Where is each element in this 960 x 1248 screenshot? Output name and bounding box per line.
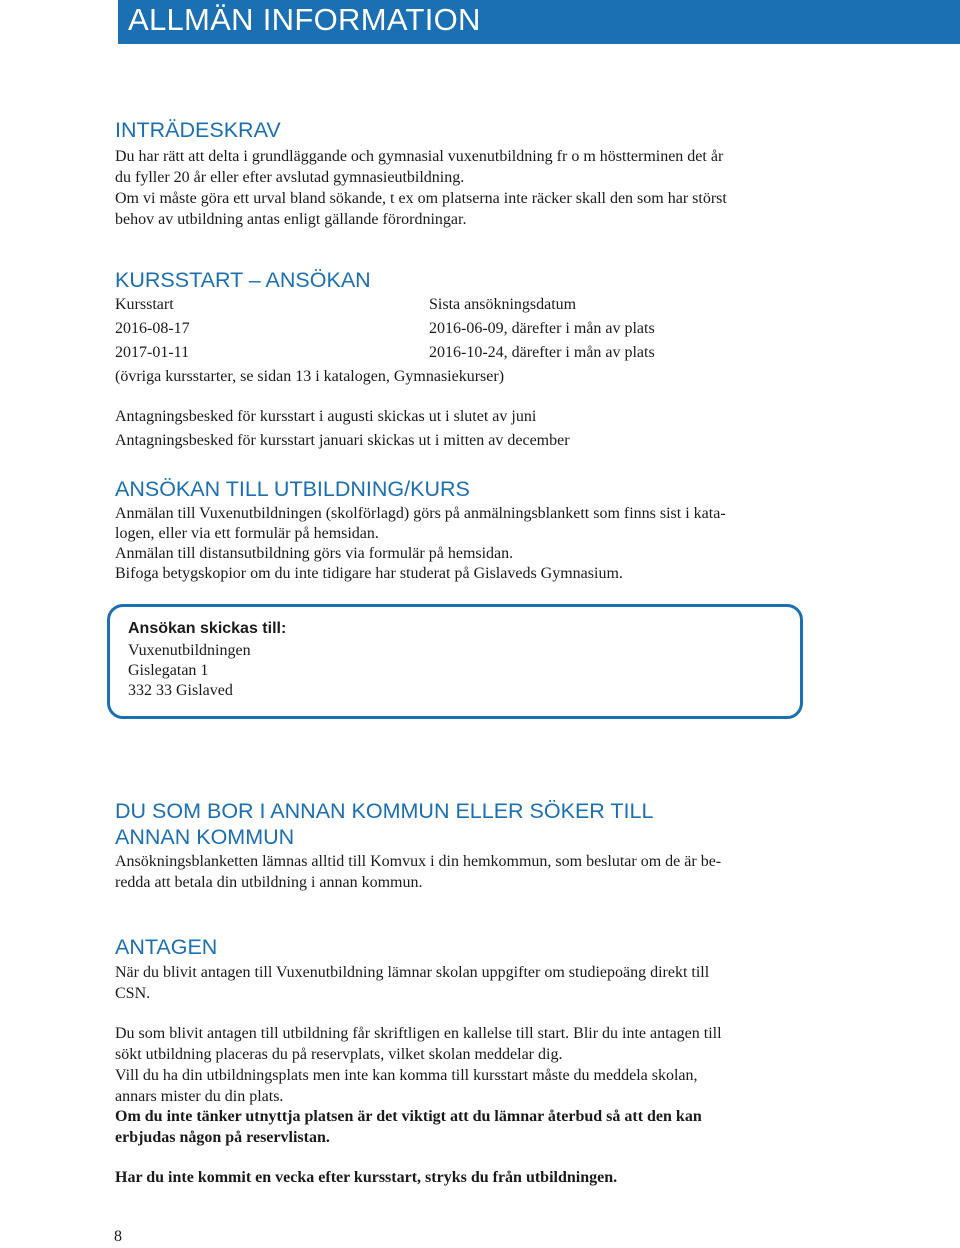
bold-notice-line: Om du inte tänker utnyttja platsen är det viktigt att du lämnar återbud så att den kan [115,1108,702,1125]
deadline-date: 2016-10-24, därefter i mån av plats [429,344,655,361]
col-header-kursstart: Kursstart [115,296,174,313]
besked-line: Antagningsbesked för kursstart i augusti skickas ut i slutet av juni [115,408,537,425]
page-number: 8 [114,1228,122,1245]
paragraph-line: logen, eller via ett formulär på hemsidan. [115,525,379,542]
address-line: 332 33 Gislaved [128,682,233,699]
deadline-date: 2016-06-09, därefter i mån av plats [429,320,655,337]
bold-notice-line: erbjudas någon på reservlistan. [115,1129,330,1146]
heading-kommun: DU SOM BOR I ANNAN KOMMUN ELLER SÖKER TILL [115,799,654,823]
paragraph-line: annars mister du din plats. [115,1088,284,1105]
besked-line: Antagningsbesked för kursstart januari skickas ut i mitten av december [115,432,570,449]
paragraph-line: Du har rätt att delta i grundläggande och gymnasial vuxenutbildning fr o m höstterminen det år [115,148,724,165]
paragraph-line: Vill du ha din utbildningsplats men inte kan komma till kursstart måste du meddela skolan, [115,1067,698,1084]
paragraph-line: CSN. [115,985,151,1002]
paragraph-line: du fyller 20 år eller efter avslutad gymnasieutbildning. [115,169,465,186]
kursstart-date: 2016-08-17 [115,320,190,337]
header-banner [118,0,960,44]
address-line: Gislegatan 1 [128,662,209,679]
heading-intradeskrav: INTRÄDESKRAV [115,118,281,142]
heading-kursstart: KURSSTART – ANSÖKAN [115,268,371,292]
kursstart-date: 2017-01-11 [115,344,190,361]
address-box-title: Ansökan skickas till: [128,620,287,637]
paragraph-line: Anmälan till distansutbildning görs via formulär på hemsidan. [115,545,514,562]
address-line: Vuxenutbildningen [128,642,251,659]
paragraph-line: Anmälan till Vuxenutbildningen (skolförlagd) görs på anmälningsblankett som finns sist i kata- [115,505,726,522]
paragraph-line: När du blivit antagen till Vuxenutbildning lämnar skolan uppgifter om studiepoäng direkt till [115,964,710,981]
page-title: ALLMÄN INFORMATION [128,2,481,37]
bold-notice-final: Har du inte kommit en vecka efter kursstart, stryks du från utbildningen. [115,1169,618,1186]
paragraph-line: Ansökningsblanketten lämnas alltid till Komvux i din hemkommun, som beslutar om de är be- [115,853,722,870]
kursstart-note: (övriga kursstarter, se sidan 13 i katalogen, Gymnasiekurser) [115,368,505,385]
heading-kommun-cont: ANNAN KOMMUN [115,825,295,849]
heading-antagen: ANTAGEN [115,935,218,959]
paragraph-line: redda att betala din utbildning i annan kommun. [115,874,423,891]
paragraph-line: sökt utbildning placeras du på reservplats, vilket skolan meddelar dig. [115,1046,563,1063]
paragraph-line: Bifoga betygskopior om du inte tidigare har studerat på Gislaveds Gymnasium. [115,565,623,582]
col-header-deadline: Sista ansökningsdatum [429,296,577,313]
address-box [107,604,803,719]
paragraph-line: behov av utbildning antas enligt gällande förordningar. [115,211,467,228]
paragraph-line: Du som blivit antagen till utbildning får skriftligen en kallelse till start. Blir du inte antagen till [115,1025,722,1042]
paragraph-line: Om vi måste göra ett urval bland sökande, t ex om platserna inte räcker skall den som har störst [115,190,727,207]
heading-ansokan: ANSÖKAN TILL UTBILDNING/KURS [115,477,470,501]
